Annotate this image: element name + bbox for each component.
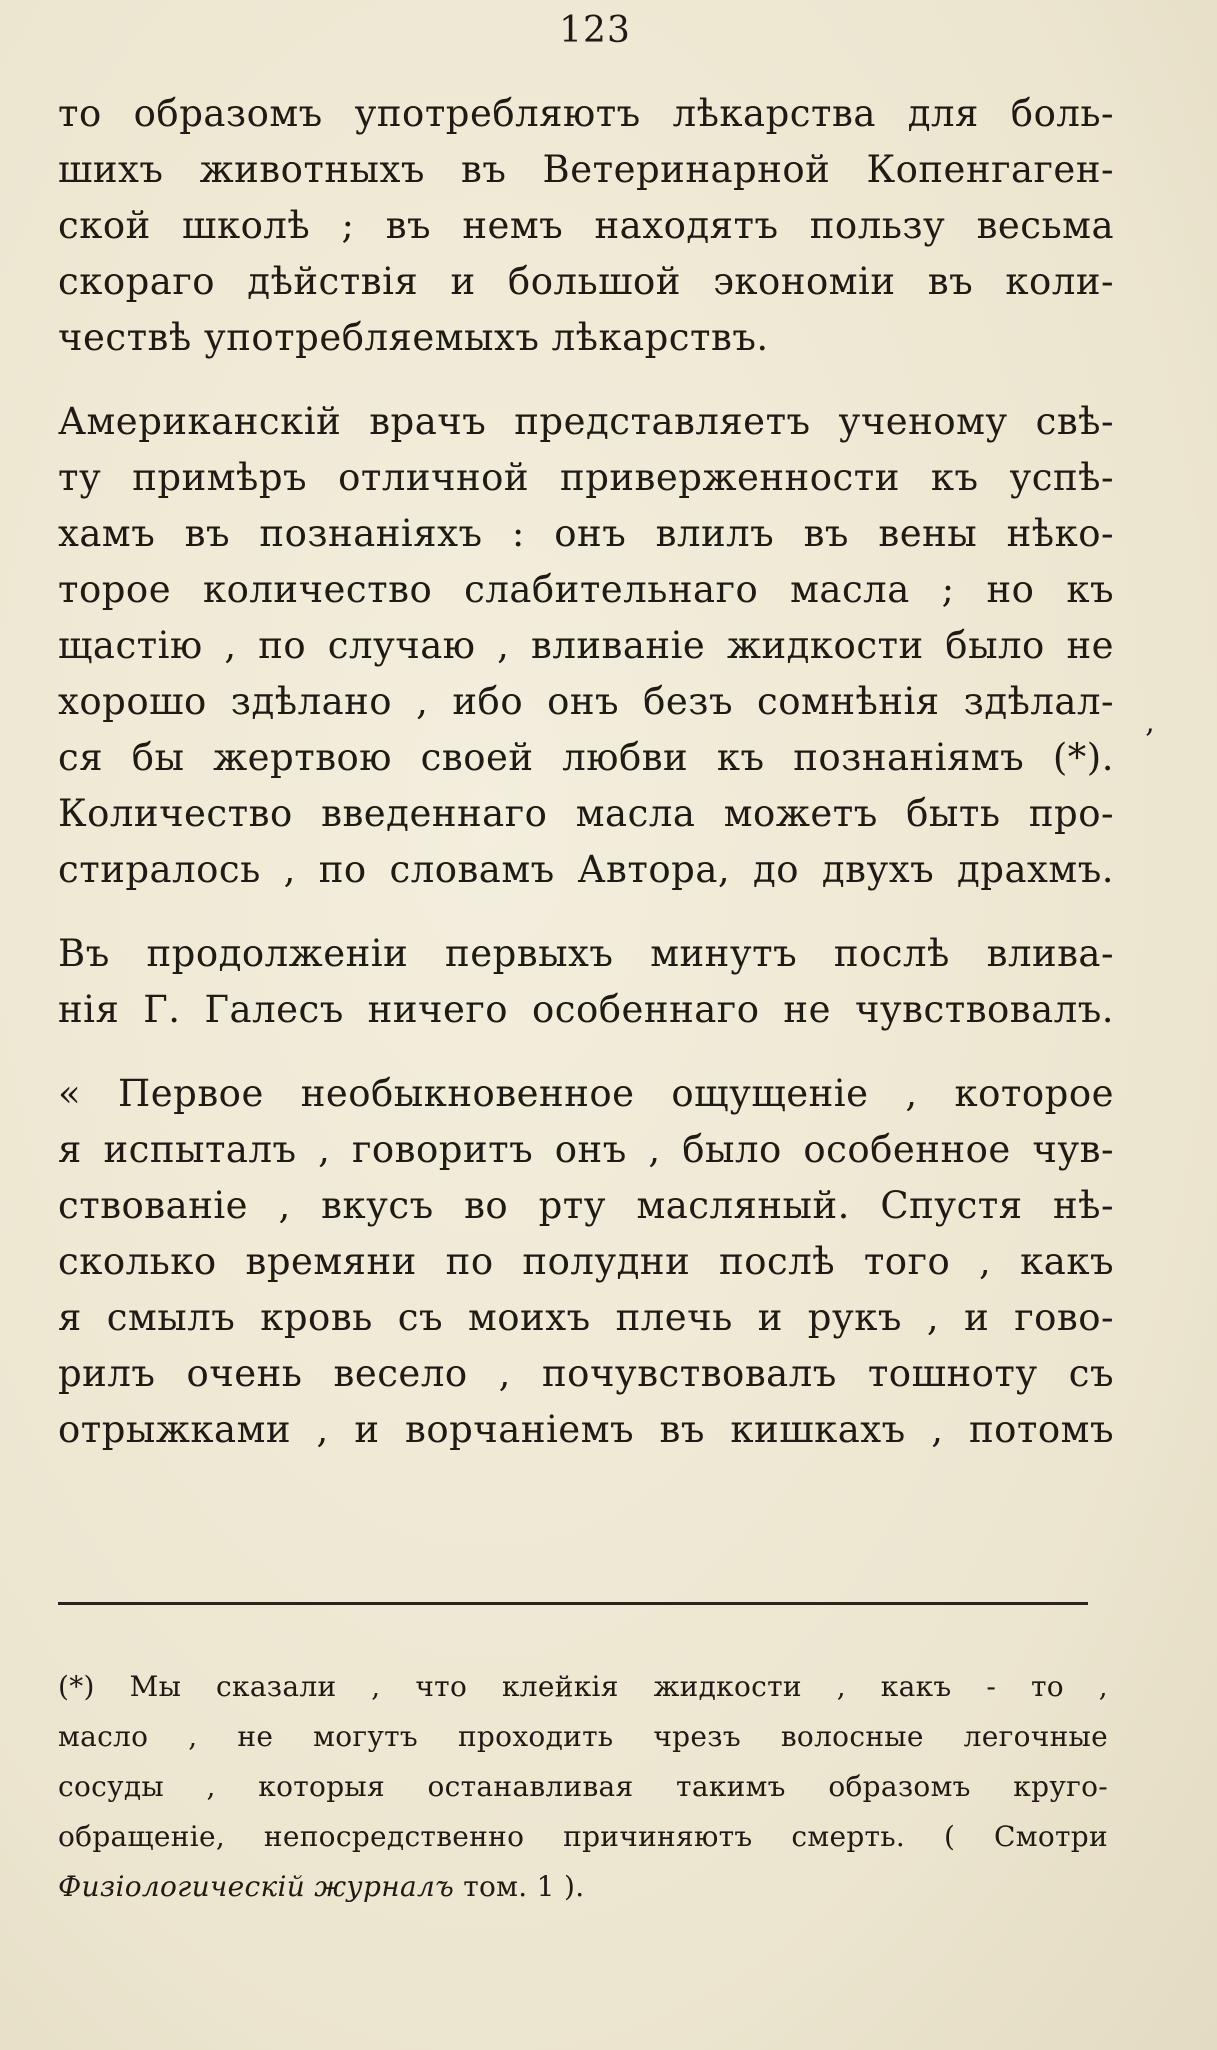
text-line: ствованіе , вкусъ во рту масляный. Спустя нѣ-	[58, 1184, 1114, 1227]
paragraph	[58, 394, 1114, 898]
text-line: торое количество слабительнаго масла ; но къ	[58, 568, 1114, 611]
text-line: ся бы жертвою своей любви къ познаніямъ (*).	[58, 736, 1114, 779]
text-line: отрыжками , и ворчаніемъ въ кишкахъ , потомъ	[58, 1408, 1114, 1451]
footnote	[58, 1662, 1108, 1912]
footnote-line	[58, 1862, 1108, 1912]
text-line: стиралось , по словамъ Автора, до двухъ драхмъ.	[58, 848, 1114, 891]
paragraph	[58, 1066, 1114, 1458]
footnote-line: обращеніе, непосредственно причиняютъ смерть. ( Смотри	[58, 1820, 1108, 1853]
text-line: я смылъ кровь съ моихъ плечь и рукъ , и гово-	[58, 1296, 1114, 1339]
text-line: я испыталъ , говоритъ онъ , было особенное чув-	[58, 1128, 1114, 1171]
margin-mark: ‚	[1145, 705, 1155, 740]
text-line: щастію , по случаю , вливаніе жидкости было не	[58, 624, 1114, 667]
text-line: хамъ въ познаніяхъ : онъ влилъ въ вены нѣко-	[58, 512, 1114, 555]
text-line: нія Г. Галесъ ничего особеннаго не чувствовалъ.	[58, 988, 1114, 1031]
text-line: ту примѣръ отличной приверженности къ успѣ-	[58, 456, 1114, 499]
text-line: рилъ очень весело , почувствовалъ тошноту съ	[58, 1352, 1114, 1395]
text-line: то образомъ употребляютъ лѣкарства для боль-	[58, 92, 1114, 135]
text-line: хорошо здѣлано , ибо онъ безъ сомнѣнія здѣлал-	[58, 680, 1114, 723]
paragraph	[58, 86, 1114, 366]
text-line: шихъ животныхъ въ Ветеринарной Копенгаген-	[58, 148, 1114, 191]
text-line: чествѣ употребляемыхъ лѣкарствъ.	[58, 316, 769, 359]
text-line: Количество введеннаго масла можетъ быть про-	[58, 792, 1114, 835]
volume-reference: том. 1 ).	[454, 1870, 585, 1903]
footnote-line: сосуды , которыя останавливая такимъ образомъ круго-	[58, 1770, 1108, 1803]
footnote-divider	[58, 1602, 1088, 1605]
footnote-line: масло , не могутъ проходить чрезъ волосные легочные	[58, 1720, 1108, 1753]
text-line: Американскій врачъ представляетъ ученому свѣ-	[58, 400, 1114, 443]
text-line: « Первое необыкновенное ощущеніе , которое	[58, 1072, 1114, 1115]
text-line: Въ продолженіи первыхъ минутъ послѣ влива-	[58, 932, 1114, 975]
paragraph	[58, 926, 1114, 1038]
main-text	[58, 86, 1114, 1458]
text-line: скораго дѣйствія и большой экономіи въ коли-	[58, 260, 1114, 303]
journal-title: Физіологическій журналъ	[58, 1870, 455, 1903]
footnote-line: (*) Мы сказали , что клейкія жидкости , какъ - то ,	[58, 1670, 1108, 1703]
page-number: 123	[559, 10, 631, 51]
text-line: сколько времяни по полудни послѣ того , какъ	[58, 1240, 1114, 1283]
text-line: ской школѣ ; въ немъ находятъ пользу весьма	[58, 204, 1114, 247]
